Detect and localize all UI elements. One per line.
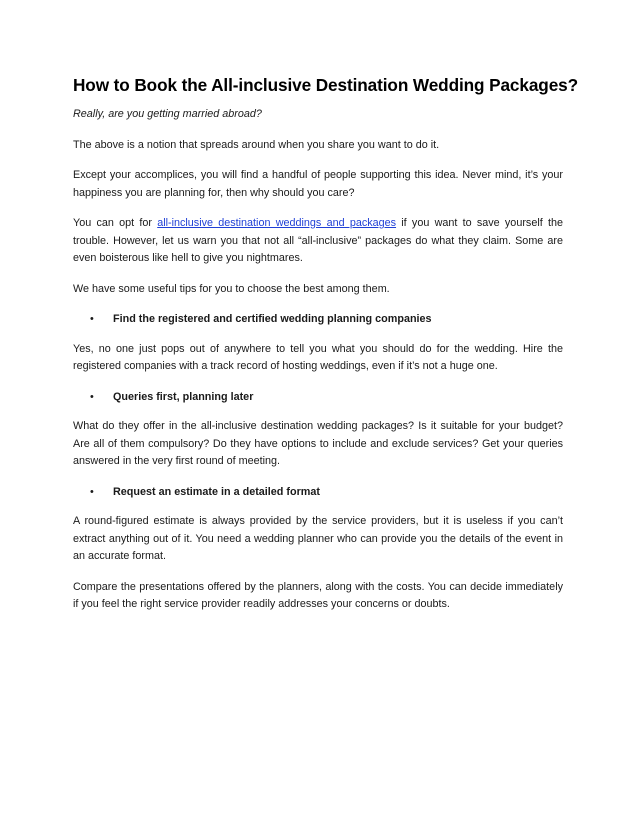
paragraph-request-estimate: A round-figured estimate is always provided by the service providers, but it is useless if you can’t extract anything out of it. You need a wedding planner who can provide you the details of the event in an accurate format. xyxy=(73,515,563,562)
bullet-heading: Queries first, planning later xyxy=(113,390,254,403)
paragraph-queries-first: What do they offer in the all-inclusive destination wedding packages? Is it suitable for your budget? Are all of them compulsory? Do they have options to include and exclude services? Get your queries answered in the very first round of meeting. xyxy=(73,420,563,467)
paragraph-tips-intro: We have some useful tips for you to choose the best among them. xyxy=(73,282,390,295)
bullet-item-queries-first xyxy=(73,389,563,407)
paragraph-accomplices: Except your accomplices, you will find a handful of people supporting this idea. Never mind, it’s your happiness you are planning for, then why should you care? xyxy=(73,169,563,199)
bullet-item-request-estimate xyxy=(73,484,563,502)
paragraph-closing: Compare the presentations offered by the planners, along with the costs. You can decide immediately if you feel the right service provider readily addresses your concerns or doubts. xyxy=(73,580,563,610)
all-inclusive-packages-link[interactable]: all-inclusive destination weddings and packages xyxy=(157,217,397,229)
bullet-item-registered-companies xyxy=(73,311,563,329)
paragraph-opt-for xyxy=(73,215,563,268)
paragraph-opt-for-rest: if you want to save yourself the trouble. However, let us warn you that not all “all-inclusive” packages do what they claim. Some are even boisterous like hell to give you nightmares. xyxy=(73,217,563,264)
bullet-icon: • xyxy=(90,485,94,498)
bullet-icon: • xyxy=(90,313,94,325)
subtitle: Really, are you getting married abroad? xyxy=(73,108,262,120)
document-page xyxy=(73,74,579,627)
bullet-icon: • xyxy=(90,390,94,403)
paragraph-intro: The above is a notion that spreads around when you share you want to do it. xyxy=(73,138,440,151)
page-title: How to Book the All-inclusive Destination Wedding Packages? xyxy=(73,75,579,95)
bullet-heading: Request an estimate in a detailed format xyxy=(113,485,320,498)
paragraph-registered-companies: Yes, no one just pops out of anywhere to tell you what you should do for the wedding. Hire the registered companies with a track record of hosting weddings, even if it’s not a huge one. xyxy=(73,342,563,372)
paragraph-opt-for-lead: You can opt for xyxy=(73,217,158,229)
bullet-heading: Find the registered and certified wedding planning companies xyxy=(113,313,432,325)
